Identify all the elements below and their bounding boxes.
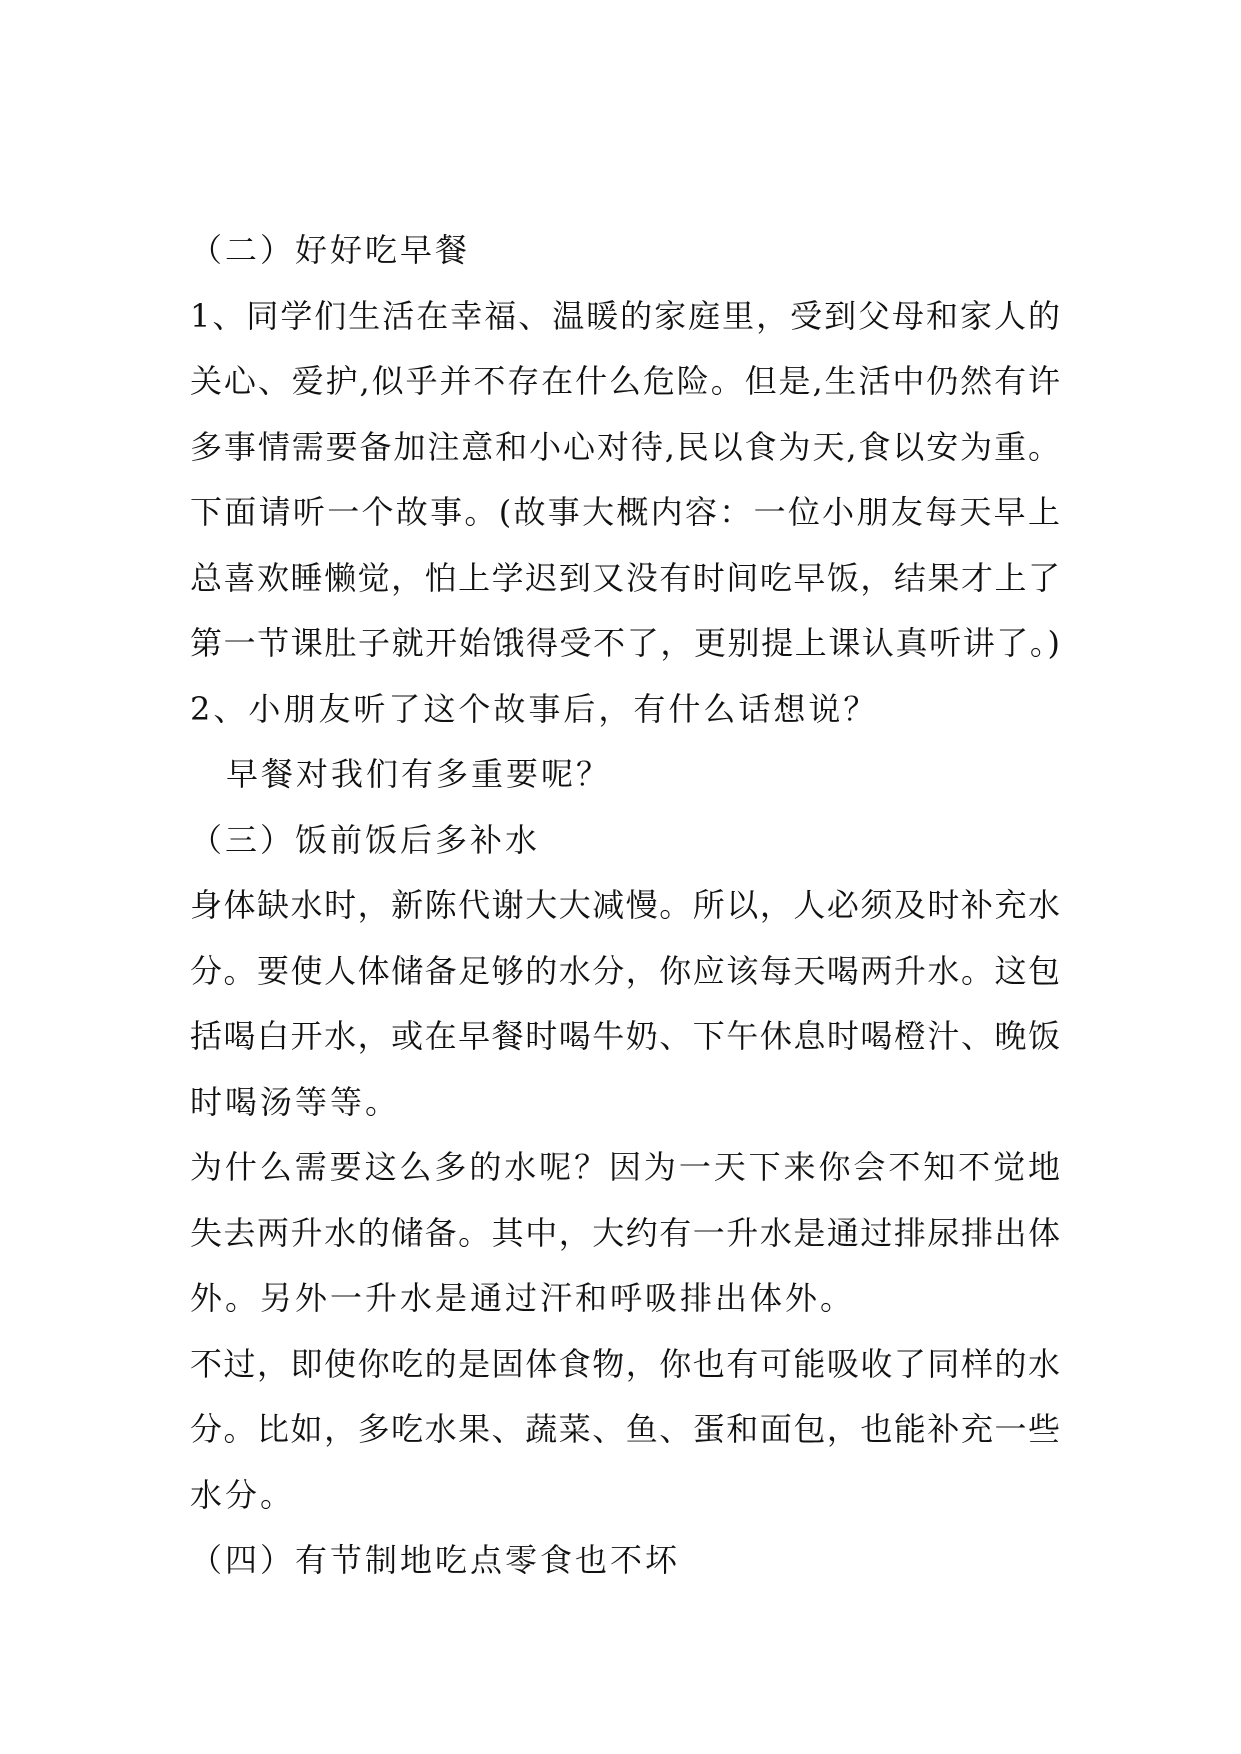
paragraph-line: 总喜欢睡懒觉，怕上学迟到又没有时间吃早饭，结果才上了 <box>190 558 1060 597</box>
paragraph-line: 为什么需要这么多的水呢？因为一天下来你会不知不觉地 <box>190 1148 1060 1186</box>
paragraph-line: 失去两升水的储备。其中，大约有一升水是通过排尿排出体 <box>190 1213 1060 1252</box>
section-heading-snacks: （四）有节制地吃点零食也不坏 <box>190 1541 681 1579</box>
paragraph-line: 不过，即使你吃的是固体食物，你也有可能吸收了同样的水 <box>190 1344 1060 1383</box>
section-heading-water: （三）饭前饭后多补水 <box>190 820 541 859</box>
paragraph-line: 身体缺水时，新陈代谢大大减慢。所以，人必须及时补充水 <box>190 886 1060 924</box>
section-heading-breakfast: （二）好好吃早餐 <box>190 231 471 269</box>
paragraph-line: 时喝汤等等。 <box>190 1082 401 1121</box>
paragraph-line: 分。要使人体储备足够的水分，你应该每天喝两升水。这包 <box>190 951 1060 990</box>
paragraph-line: 第一节课肚子就开始饿得受不了，更别提上课认真听讲了。) <box>190 624 1060 662</box>
paragraph-line: 分。比如，多吃水果、蔬菜、鱼、蛋和面包，也能补充一些 <box>190 1410 1060 1448</box>
paragraph-line: 水分。 <box>190 1475 296 1514</box>
paragraph-line: 早餐对我们有多重要呢？ <box>226 755 612 793</box>
paragraph-line: 下面请听一个故事。(故事大概内容：一位小朋友每天早上 <box>190 493 1060 531</box>
paragraph-line: 1、同学们生活在幸福、温暖的家庭里，受到父母和家人的 <box>190 296 1060 335</box>
paragraph-line: 括喝白开水，或在早餐时喝牛奶、下午休息时喝橙汁、晚饭 <box>190 1017 1060 1055</box>
document-body <box>190 218 1060 1594</box>
paragraph-line: 多事情需要备加注意和小心对待,民以食为天,食以安为重。 <box>190 427 1060 466</box>
paragraph-line: 外。另外一升水是通过汗和呼吸排出体外。 <box>190 1279 856 1317</box>
paragraph-line: 2、小朋友听了这个故事后，有什么话想说？ <box>190 689 879 728</box>
paragraph-line: 关心、爱护,似乎并不存在什么危险。但是,生活中仍然有许 <box>190 362 1060 400</box>
